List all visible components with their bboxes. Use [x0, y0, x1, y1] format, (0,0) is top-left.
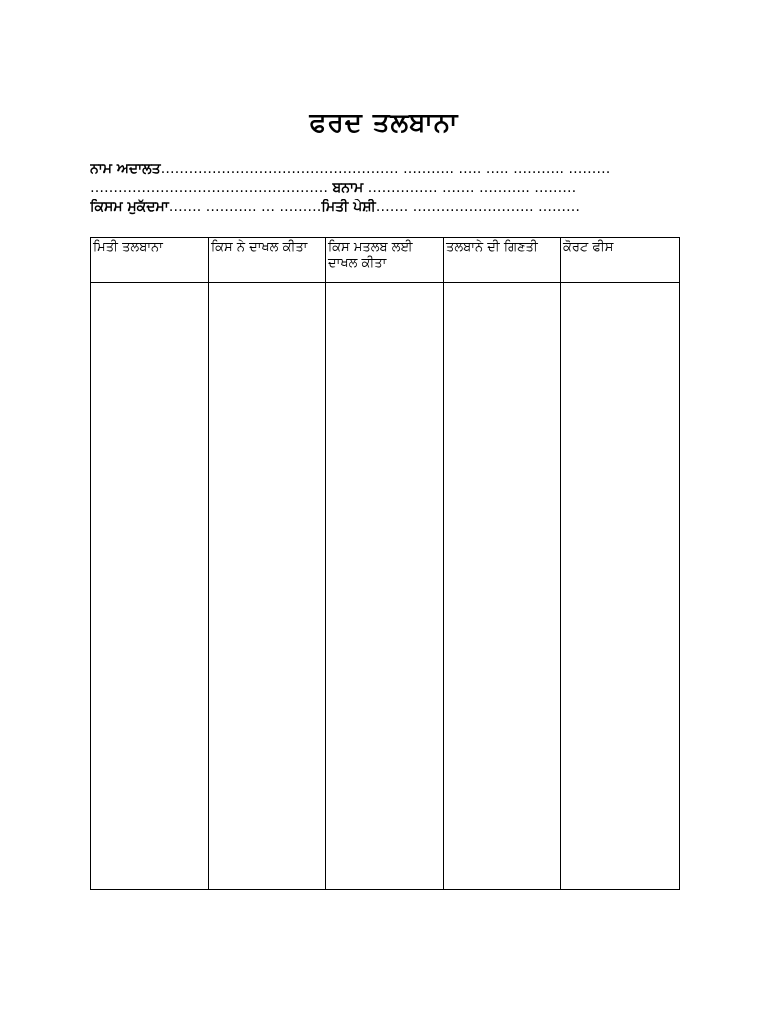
cell-filed-by[interactable] — [209, 283, 326, 890]
header-filed-by: ਕਿਸ ਨੇ ਦਾਖਲ ਕੀਤਾ — [209, 238, 326, 283]
header-summons-date: ਮਿਤੀ ਤਲਬਾਨਾ — [91, 238, 209, 283]
court-name-line — [90, 161, 680, 177]
parties-line — [90, 180, 680, 196]
case-type-blank: ……. ……….. … ……… — [168, 199, 322, 215]
cell-summons-count[interactable] — [444, 283, 561, 890]
summons-table — [90, 237, 680, 890]
table-row — [91, 283, 680, 890]
table-header-row — [91, 238, 680, 283]
hearing-date-label: ਮਿਤੀ ਪੇਸ਼ੀ — [321, 199, 376, 215]
case-details-line — [90, 199, 680, 215]
versus-label: ਬਨਾਮ — [332, 180, 364, 196]
court-name-label: ਨਾਮ ਅਦਾਲਤ — [90, 161, 161, 177]
cell-purpose[interactable] — [326, 283, 444, 890]
defendant-blank: …………… ……. ……….. ……… — [367, 180, 577, 196]
plaintiff-blank: …………………………………………… — [90, 180, 328, 196]
case-type-label: ਕਿਸਮ ਮੁਕੱਦਮਾ — [90, 199, 169, 215]
form-title: ਫਰਦ ਤਲਬਾਨਾ — [309, 108, 459, 138]
hearing-date-blank: ……. …………………….. ……… — [375, 199, 581, 215]
header-court-fee: ਕੋਰਟ ਫੀਸ — [561, 238, 680, 283]
header-purpose: ਕਿਸ ਮਤਲਬ ਲਈ ਦਾਖਲ ਕੀਤਾ — [326, 238, 444, 283]
court-name-blank: …………………………………………… ……….. ….. ….. ……….. ……… — [160, 161, 611, 177]
cell-summons-date[interactable] — [91, 283, 209, 890]
header-summons-count: ਤਲਬਾਨੇ ਦੀ ਗਿਣਤੀ — [444, 238, 561, 283]
cell-court-fee[interactable] — [561, 283, 680, 890]
